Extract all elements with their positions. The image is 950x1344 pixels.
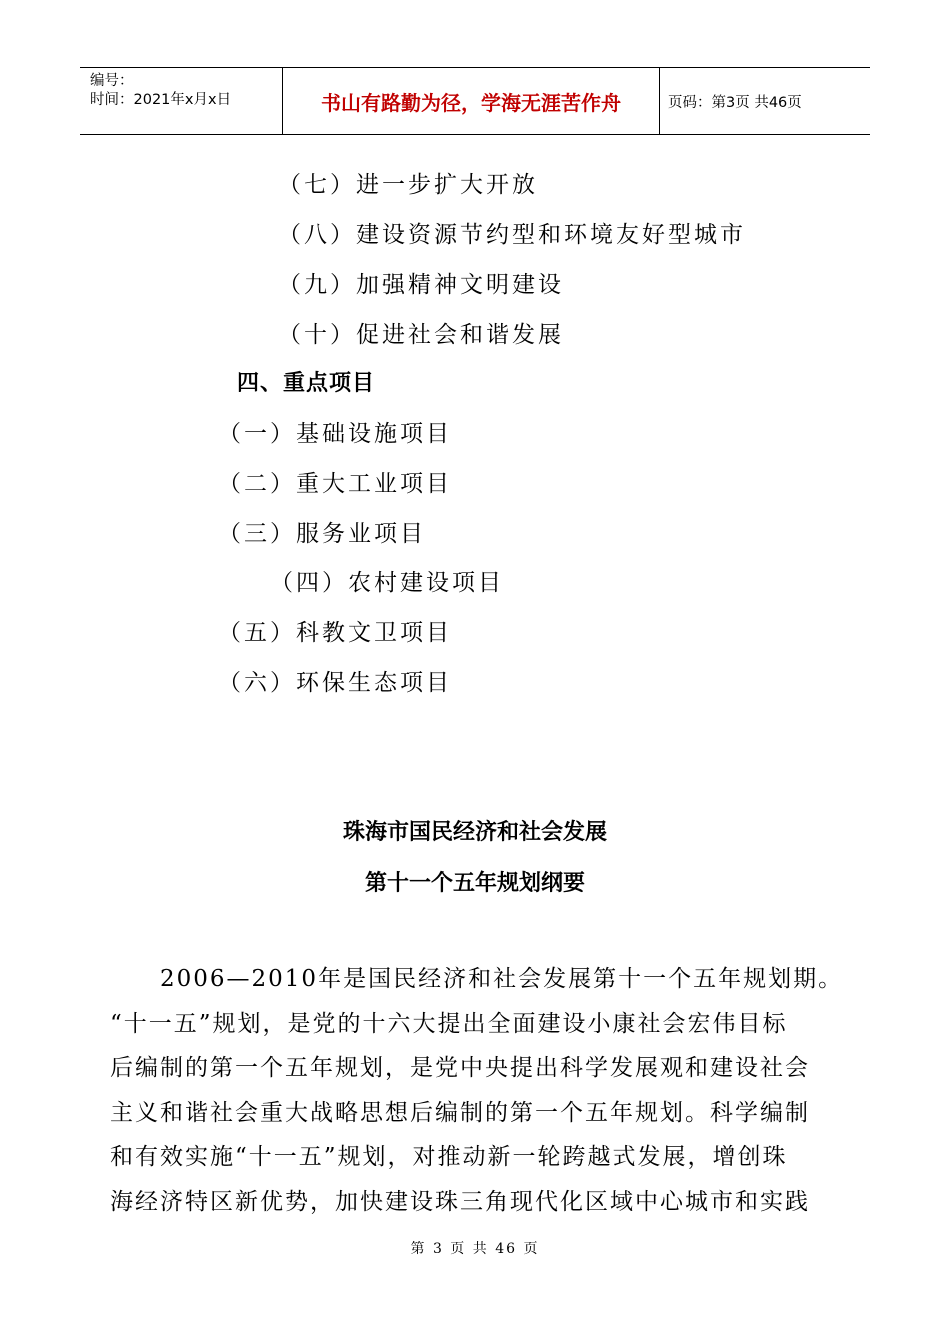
outline-item-10: （十）促进社会和谐发展 bbox=[278, 322, 564, 348]
body-line: 和有效实施“十一五”规划，对推动新一轮跨越式发展，增创珠 bbox=[110, 1144, 788, 1170]
project-item-4: （四）农村建设项目 bbox=[270, 570, 504, 596]
section-heading: 四、重点项目 bbox=[237, 371, 376, 396]
body-paragraph bbox=[110, 957, 845, 1224]
body-line: 主义和谐社会重大战略思想后编制的第一个五年规划。科学编制 bbox=[110, 1099, 810, 1126]
project-item-3: （三）服务业项目 bbox=[218, 521, 426, 547]
project-item-2: （二）重大工业项目 bbox=[218, 471, 452, 497]
outline-item-8: （八）建设资源节约型和环境友好型城市 bbox=[278, 222, 746, 248]
project-item-5: （五）科教文卫项目 bbox=[218, 620, 452, 646]
page-header bbox=[80, 67, 870, 135]
outline-item-9: （九）加强精神文明建设 bbox=[278, 272, 564, 298]
body-line: 海经济特区新优势，加快建设珠三角现代化区域中心城市和实践 bbox=[110, 1188, 810, 1215]
project-item-1: （一）基础设施项目 bbox=[218, 421, 452, 447]
project-item-6: （六）环保生态项目 bbox=[218, 670, 452, 696]
outline-item-7: （七）进一步扩大开放 bbox=[278, 172, 538, 198]
body-line: “十一五”规划，是党的十六大提出全面建设小康社会宏伟目标 bbox=[110, 1010, 788, 1037]
time-label: 时间：2021年x月x日 bbox=[90, 92, 232, 108]
header-page-info: 页码：第3页 共46页 bbox=[668, 94, 802, 111]
header-meta bbox=[80, 68, 282, 134]
document-title-line1: 珠海市国民经济和社会发展 bbox=[342, 820, 607, 845]
document-title-line2: 第十一个五年规划纲要 bbox=[364, 871, 585, 896]
header-motto: 书山有路勤为径，学海无涯苦作舟 bbox=[282, 68, 660, 134]
body-line: 2006—2010年是国民经济和社会发展第十一个五年规划期。 bbox=[110, 966, 844, 992]
number-label: 编号： bbox=[90, 73, 134, 89]
body-line: 后编制的第一个五年规划，是党中央提出科学发展观和建设社会 bbox=[110, 1055, 810, 1081]
page-footer: 第 3 页 共 46 页 bbox=[410, 1241, 540, 1257]
